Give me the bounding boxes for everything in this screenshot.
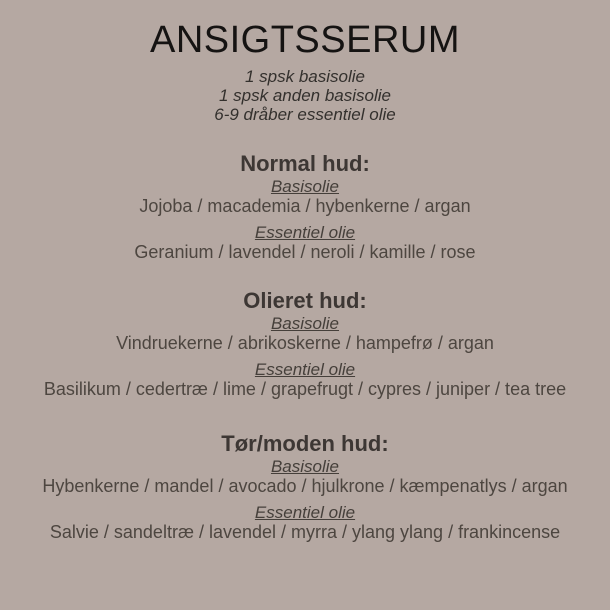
intro-line-2: 1 spsk anden basisolie [218,86,391,105]
base-oil-label: Basisolie [270,457,340,476]
intro-line-3: 6-9 dråber essentiel olie [214,105,396,124]
page-title: ANSIGTSSERUM [149,19,461,61]
section-normal-skin [0,151,610,262]
essential-oil-list: Geranium / lavendel / neroli / kamille / rose [134,242,476,262]
base-oil-list: Hybenkerne / mandel / avocado / hjulkrone / kæmpenatlys / argan [42,476,568,496]
essential-oil-list: Salvie / sandeltræ / lavendel / myrra / ylang ylang / frankincense [49,522,561,542]
section-heading-dry-mature: Tør/moden hud: [221,431,389,456]
intro-recipe [0,67,610,124]
intro-line-1: 1 spsk basisolie [244,67,365,86]
essential-oil-label: Essentiel olie [254,360,356,379]
base-oil-label: Basisolie [270,177,340,196]
section-heading-oily: Olieret hud: [243,288,367,313]
section-dry-mature-skin [0,431,610,542]
base-oil-list: Jojoba / macademia / hybenkerne / argan [139,196,471,216]
base-oil-label: Basisolie [270,314,340,333]
section-oily-skin [0,288,610,399]
essential-oil-label: Essentiel olie [254,223,356,242]
essential-oil-list: Basilikum / cedertræ / lime / grapefrugt / cypres / juniper / tea tree [43,379,567,399]
section-heading-normal: Normal hud: [240,151,370,176]
base-oil-list: Vindruekerne / abrikoskerne / hampefrø / argan [116,333,494,353]
essential-oil-label: Essentiel olie [254,503,356,522]
